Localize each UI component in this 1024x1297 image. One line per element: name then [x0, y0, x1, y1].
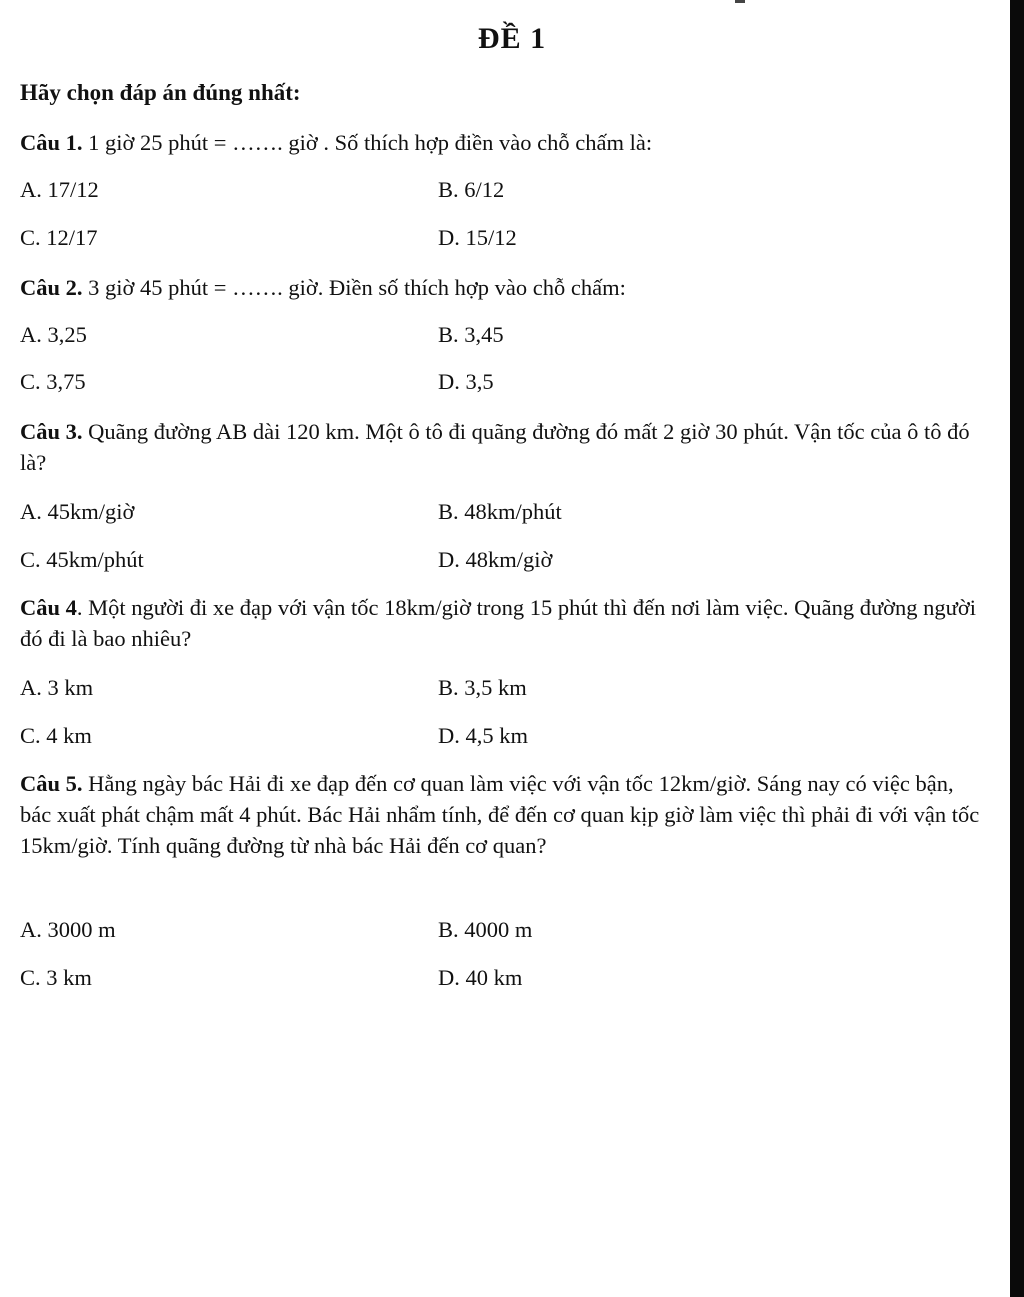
question-5	[20, 768, 980, 861]
option-c: C. 45km/phút	[20, 547, 144, 572]
option-d: D. 40 km	[438, 965, 523, 990]
option-a: A. 3,25	[20, 322, 87, 347]
option-c: C. 3 km	[20, 965, 92, 990]
question-label: Câu 5.	[20, 771, 83, 796]
option-c: C. 3,75	[20, 369, 86, 394]
question-4	[20, 592, 980, 654]
question-text: 3 giờ 45 phút = ……. giờ. Điền số thích hợp vào chỗ chấm:	[82, 275, 626, 300]
option-d: D. 48km/giờ	[438, 547, 553, 572]
option-c: C. 12/17	[20, 225, 98, 250]
option-d: D. 4,5 km	[438, 723, 528, 748]
page-title: ĐỀ 1	[477, 22, 547, 55]
question-3	[20, 416, 980, 478]
question-1	[20, 127, 980, 158]
option-b: B. 48km/phút	[438, 499, 562, 524]
question-label: Câu 4	[20, 595, 77, 620]
instruction: Hãy chọn đáp án đúng nhất:	[20, 80, 301, 105]
question-text: Quãng đường AB dài 120 km. Một ô tô đi quãng đường đó mất 2 giờ 30 phút. Vận tốc của ô tô đó là?	[20, 419, 970, 475]
option-a: A. 3 km	[20, 675, 94, 700]
option-c: C. 4 km	[20, 723, 92, 748]
scan-edge	[1010, 0, 1024, 1297]
question-text: Hằng ngày bác Hải đi xe đạp đến cơ quan làm việc với vận tốc 12km/giờ. Sáng nay có việc bận, bác xuất phát chậm mất 4 phút. Bác Hải nhẩm tính, để đến cơ quan kịp giờ làm việc thì phải đi với vận tốc 15km/giờ. Tính quãng đường từ nhà bác Hải đến cơ quan?	[20, 771, 980, 858]
option-b: B. 3,5 km	[438, 675, 527, 700]
option-d: D. 3,5	[438, 369, 494, 394]
question-text: . Một người đi xe đạp với vận tốc 18km/giờ trong 15 phút thì đến nơi làm việc. Quãng đường người đó đi là bao nhiêu?	[20, 595, 977, 651]
option-a: A. 3000 m	[20, 917, 116, 942]
option-b: B. 6/12	[438, 177, 505, 202]
option-a: A. 17/12	[20, 177, 99, 202]
question-2	[20, 272, 980, 303]
scan-mark	[735, 0, 745, 3]
question-label: Câu 3.	[20, 419, 83, 444]
option-b: B. 3,45	[438, 322, 504, 347]
option-a: A. 45km/giờ	[20, 499, 135, 524]
option-d: D. 15/12	[438, 225, 517, 250]
question-label: Câu 1.	[20, 130, 83, 155]
option-b: B. 4000 m	[438, 917, 533, 942]
question-label: Câu 2.	[20, 275, 83, 300]
question-text: 1 giờ 25 phút = ……. giờ . Số thích hợp điền vào chỗ chấm là:	[82, 130, 653, 155]
